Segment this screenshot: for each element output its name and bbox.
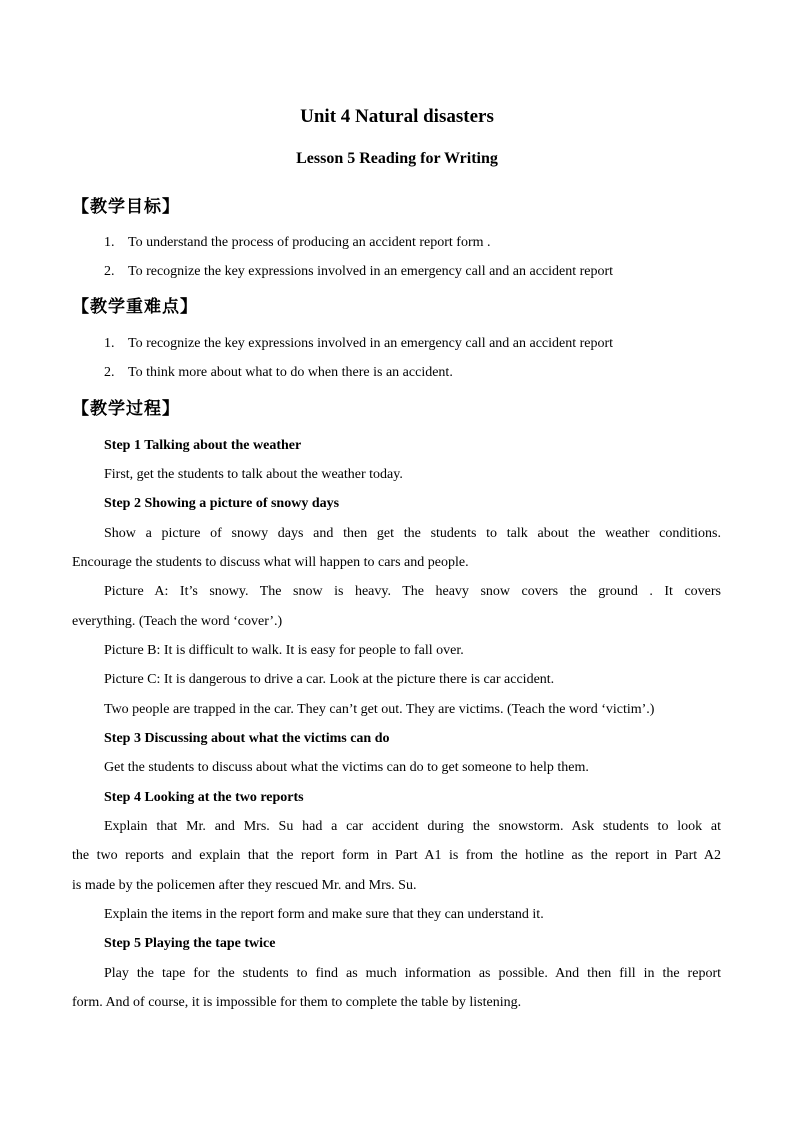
step2-title: Step 2 Showing a picture of snowy days bbox=[104, 496, 340, 511]
step2-picture-b: Picture B: It is difficult to walk. It is easy for people to fall over. bbox=[104, 643, 464, 658]
objective-num-1: 1. bbox=[104, 235, 115, 250]
objective-item-2 bbox=[104, 263, 613, 281]
step4-paragraph-line2: the two reports and explain that the report form in Part A1 is from the hotline as the report in Part A2 bbox=[72, 848, 721, 863]
step2-picture-c: Picture C: It is dangerous to drive a car. Look at the picture there is car accident. bbox=[104, 672, 555, 687]
step5-paragraph-line2: form. And of course, it is impossible for them to complete the table by listening. bbox=[72, 995, 522, 1010]
step1-title: Step 1 Talking about the weather bbox=[104, 438, 302, 453]
key-point-item-1 bbox=[104, 335, 613, 353]
step4-paragraph-line3: is made by the policemen after they rescued Mr. and Mrs. Su. bbox=[72, 878, 417, 893]
step3-title: Step 3 Discussing about what the victims can do bbox=[104, 731, 390, 746]
step5-title: Step 5 Playing the tape twice bbox=[104, 936, 276, 951]
key-point-text-2: To think more about what to do when there is an accident. bbox=[128, 365, 453, 380]
objective-text-1: To understand the process of producing an accident report form . bbox=[128, 235, 491, 250]
objectives-heading: 【教学目标】 bbox=[72, 197, 180, 217]
step2-paragraph-line1: Show a picture of snowy days and then get the students to talk about the weather conditions. bbox=[104, 526, 721, 541]
step4-items-text: Explain the items in the report form and make sure that they can understand it. bbox=[104, 907, 544, 922]
key-points-heading: 【教学重难点】 bbox=[72, 297, 198, 317]
step2-victims: Two people are trapped in the car. They can’t get out. They are victims. (Teach the word ‘victim’.) bbox=[104, 702, 655, 717]
key-point-num-1: 1. bbox=[104, 336, 115, 351]
objective-text-2: To recognize the key expressions involved in an emergency call and an accident report bbox=[128, 264, 614, 279]
step4-title: Step 4 Looking at the two reports bbox=[104, 790, 304, 805]
step5-paragraph-line1: Play the tape for the students to find as much information as possible. And then fill in the report bbox=[104, 966, 721, 981]
unit-title: Unit 4 Natural disasters bbox=[300, 106, 494, 127]
step4-paragraph-line1: Explain that Mr. and Mrs. Su had a car accident during the snowstorm. Ask students to look at bbox=[104, 819, 721, 834]
step2-picture-a-line1: Picture A: It’s snowy. The snow is heavy. The heavy snow covers the ground . It covers bbox=[104, 584, 721, 599]
step3-text: Get the students to discuss about what the victims can do to get someone to help them. bbox=[104, 760, 589, 775]
objective-num-2: 2. bbox=[104, 264, 115, 279]
key-point-num-2: 2. bbox=[104, 365, 115, 380]
step1-text: First, get the students to talk about the weather today. bbox=[104, 467, 403, 482]
key-point-text-1: To recognize the key expressions involved in an emergency call and an accident report bbox=[128, 336, 614, 351]
objective-item-1 bbox=[104, 234, 491, 252]
step2-picture-a-line2: everything. (Teach the word ‘cover’.) bbox=[72, 614, 283, 629]
step2-paragraph-line2: Encourage the students to discuss what will happen to cars and people. bbox=[72, 555, 469, 570]
lesson-title: Lesson 5 Reading for Writing bbox=[296, 150, 498, 167]
key-point-item-2 bbox=[104, 364, 453, 382]
process-heading: 【教学过程】 bbox=[72, 399, 180, 419]
